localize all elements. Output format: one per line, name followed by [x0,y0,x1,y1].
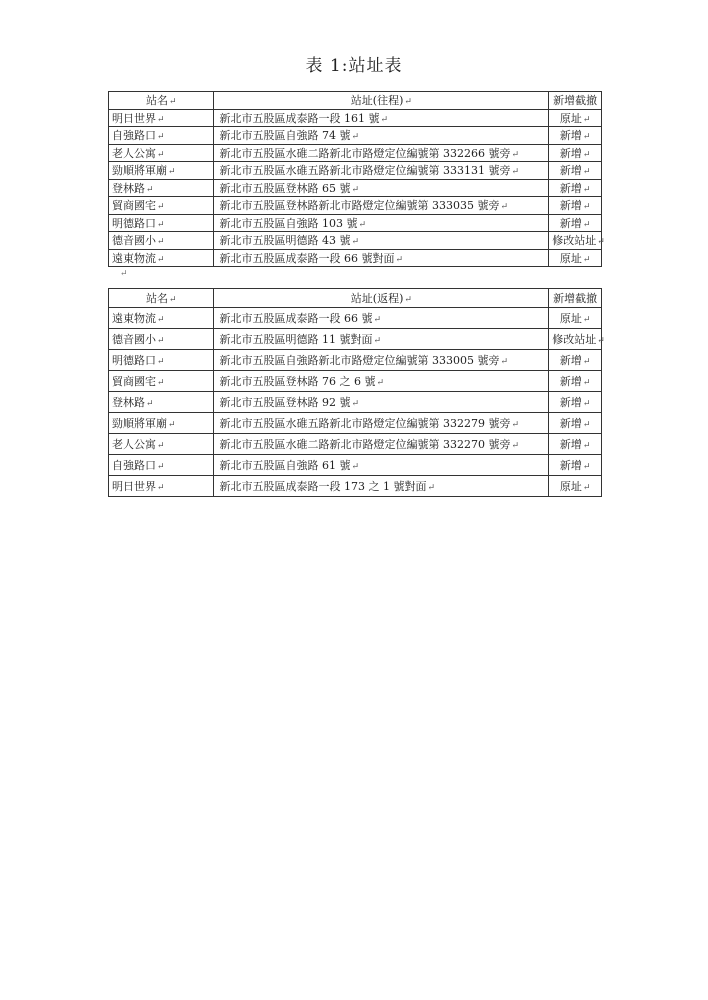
station-address-cell-text: 新北市五股區明德路 43 號 [219,234,351,248]
station-address-cell-text: 新北市五股區登林路 65 號 [219,181,351,195]
station-name-cell [109,109,214,127]
table-row [109,162,602,180]
table-row [109,144,602,162]
station-name-cell [109,413,214,434]
header-status [549,92,602,110]
station-address-cell [214,109,549,127]
paragraph-mark-icon: ↵ [157,114,165,125]
station-name-cell-text: 德音國小 [112,333,156,346]
station-status-cell-text: 新增 [559,354,582,367]
station-status-cell-text: 新增 [559,181,582,195]
station-name-cell [109,434,214,455]
paragraph-mark-icon: ↵ [582,483,591,493]
station-status-cell-text: 新增 [559,417,582,430]
paragraph-mark-icon: ↵ [373,336,382,346]
station-status-cell [549,179,602,197]
station-address-cell-text: 新北市五股區成泰路一段 66 號 [219,312,373,325]
station-status-cell-text: 原址 [559,251,582,265]
station-address-cell [214,371,549,392]
paragraph-mark-icon: ↵ [582,441,591,451]
station-status-cell [549,249,602,267]
page-title: 表 1:站址表 [305,56,403,76]
station-status-cell-text: 新增 [559,146,582,160]
station-address-cell [214,350,549,371]
paragraph-mark-icon: ↵ [168,295,177,305]
station-status-cell-text: 修改站址 [552,333,597,346]
paragraph-mark-icon: ↵ [511,420,520,430]
paragraph-mark-icon: ↵ [582,254,591,265]
table-row [109,392,602,413]
table-row [109,371,602,392]
table-row [109,476,602,497]
station-name-cell-text: 貿商國宅 [112,375,156,388]
paragraph-mark-icon: ↵ [582,315,591,325]
station-address-cell [214,455,549,476]
header-status-label: 新增截撤 [553,94,598,108]
header-address-label: 站址(往程) [350,94,404,108]
station-status-cell [549,413,602,434]
station-address-cell [214,476,549,497]
station-name-cell-text: 勁順將軍廟 [112,164,167,178]
station-name-cell [109,162,214,180]
station-status-cell [549,455,602,476]
station-name-cell [109,329,214,350]
station-address-cell [214,197,549,215]
header-name [109,289,214,308]
station-status-cell-text: 新增 [559,459,582,472]
station-status-cell [549,476,602,497]
station-address-cell [214,392,549,413]
station-address-cell [214,434,549,455]
paragraph-mark-icon: ↵ [427,483,436,493]
paragraph-mark-icon: ↵ [168,420,176,430]
station-status-cell-text: 原址 [559,312,582,325]
station-address-cell [214,162,549,180]
paragraph-mark-icon: ↵ [582,420,591,430]
paragraph-mark-icon: ↵ [351,237,360,248]
station-address-cell [214,308,549,329]
station-address-cell [214,179,549,197]
table-header-row [109,289,602,308]
station-name-cell-text: 明德路口 [112,216,156,230]
paragraph-mark-icon: ↵ [582,114,591,125]
station-name-cell [109,179,214,197]
station-status-cell-text: 修改站址 [552,234,597,248]
station-name-cell [109,249,214,267]
outbound-table-body [109,92,605,267]
station-address-cell-text: 新北市五股區水碓五路新北市路燈定位編號第 332279 號旁 [219,417,511,430]
station-name-cell [109,197,214,215]
station-address-cell [214,329,549,350]
station-address-cell-text: 新北市五股區自強路 61 號 [219,459,351,472]
header-address [214,92,549,110]
station-address-cell [214,127,549,145]
paragraph-mark-icon: ↵ [168,97,177,108]
paragraph-mark-icon: ↵ [146,399,154,409]
station-address-cell [214,232,549,250]
table-header-row [109,92,602,110]
outbound-station-table [108,91,605,267]
paragraph-mark-icon: ↵ [395,254,404,265]
paragraph-mark-icon: ↵ [157,315,165,325]
header-name-label: 站名 [145,94,168,108]
return-table-body [109,289,605,497]
station-status-cell [549,392,602,413]
paragraph-mark-icon: ↵ [373,315,382,325]
station-status-cell [549,197,602,215]
paragraph-mark-icon: ↵ [582,462,591,472]
paragraph-mark-icon: ↵ [404,97,412,108]
station-status-cell [549,308,602,329]
station-name-cell-text: 貿商國宅 [112,199,156,213]
header-status [549,289,602,308]
station-status-cell-text: 新增 [559,375,582,388]
table-row [109,329,602,350]
station-name-cell [109,214,214,232]
paragraph-mark-icon: ↵ [168,167,176,178]
table-row [109,249,602,267]
station-name-cell-text: 德音國小 [112,234,156,248]
station-name-cell-text: 自強路口 [112,129,156,143]
paragraph-mark-icon: ↵ [157,132,165,143]
return-station-table [108,288,605,497]
table-row [109,350,602,371]
paragraph-mark-icon: ↵ [157,357,165,367]
station-address-cell [214,214,549,232]
station-status-cell [549,232,605,250]
header-name [109,92,214,110]
paragraph-mark-icon: ↵ [376,378,385,388]
paragraph-mark-icon: ↵ [157,149,165,160]
paragraph-mark-icon: ↵ [582,357,591,367]
table-row [109,232,602,250]
station-name-cell-text: 勁順將軍廟 [112,417,167,430]
station-name-cell-text: 登林路 [112,181,145,195]
station-status-cell [549,162,602,180]
paragraph-mark-icon: ↵ [511,441,520,451]
station-address-cell-text: 新北市五股區成泰路一段 161 號 [219,111,380,125]
paragraph-mark-icon: ↵ [157,462,165,472]
table-row [109,109,602,127]
paragraph-mark-icon: ↵ [351,184,360,195]
station-status-cell-text: 新增 [559,216,582,230]
paragraph-mark-icon: ↵ [157,441,165,451]
station-status-cell [549,127,602,145]
paragraph-mark-icon: ↵ [351,399,360,409]
paragraph-mark-icon: ↵ [157,202,165,213]
paragraph-mark-icon: ↵ [146,184,154,195]
station-status-cell-text: 原址 [559,480,582,493]
paragraph-mark-icon: ↵ [500,357,509,367]
station-name-cell [109,476,214,497]
station-address-cell [214,144,549,162]
table-row [109,434,602,455]
station-address-cell-text: 新北市五股區成泰路一段 66 號對面 [219,251,395,265]
station-name-cell-text: 登林路 [112,396,145,409]
station-status-cell-text: 新增 [559,199,582,213]
station-address-cell-text: 新北市五股區登林路 76 之 6 號 [219,375,376,388]
station-status-cell [549,434,602,455]
station-name-cell [109,232,214,250]
station-name-cell [109,371,214,392]
table-row [109,214,602,232]
paragraph-mark-icon: ↵ [351,132,360,143]
station-name-cell [109,308,214,329]
paragraph-mark-icon: ↵ [582,167,591,178]
station-address-cell-text: 新北市五股區明德路 11 號對面 [219,333,373,346]
station-address-cell-text: 新北市五股區登林路新北市路燈定位編號第 333035 號旁 [219,199,500,213]
station-name-cell-text: 自強路口 [112,459,156,472]
station-status-cell-text: 新增 [559,396,582,409]
station-address-cell-text: 新北市五股區自強路 103 號 [219,216,358,230]
station-name-cell [109,127,214,145]
paragraph-mark-icon: ↵ [380,114,389,125]
paragraph-mark-icon: ↵ [500,202,509,213]
station-status-cell [549,144,602,162]
table-row [109,413,602,434]
paragraph-mark-icon: ↵ [511,149,520,160]
station-name-cell-text: 明日世界 [112,111,156,125]
station-name-cell [109,392,214,413]
header-name-label: 站名 [145,292,168,305]
station-address-cell-text: 新北市五股區登林路 92 號 [219,396,351,409]
paragraph-mark-icon: ↵ [511,167,520,178]
table-row [109,308,602,329]
station-address-cell-text: 新北市五股區自強路新北市路燈定位編號第 333005 號旁 [219,354,500,367]
paragraph-mark-icon: ↵ [597,237,605,248]
station-status-cell [549,214,602,232]
station-name-cell-text: 老人公寓 [112,438,156,451]
table-row [109,179,602,197]
header-address-label: 站址(返程) [350,292,404,305]
station-status-cell-text: 新增 [559,164,582,178]
station-name-cell-text: 遠東物流 [112,312,156,325]
station-address-cell [214,249,549,267]
station-name-cell [109,455,214,476]
station-name-cell [109,350,214,371]
station-name-cell-text: 明日世界 [112,480,156,493]
paragraph-mark-icon: ↵ [582,202,591,213]
station-status-cell [549,350,602,371]
paragraph-mark-icon: ↵ [582,219,591,230]
station-address-cell [214,413,549,434]
station-address-cell-text: 新北市五股區水碓五路新北市路燈定位編號第 333131 號旁 [219,164,511,178]
paragraph-mark-icon: ↵ [582,184,591,195]
station-address-cell-text: 新北市五股區水碓二路新北市路燈定位編號第 332266 號旁 [219,146,511,160]
paragraph-mark-icon: ↵ [157,219,165,230]
station-name-cell-text: 明德路口 [112,354,156,367]
paragraph-mark-icon: ↵ [582,149,591,160]
table-row [109,197,602,215]
station-address-cell-text: 新北市五股區成泰路一段 173 之 1 號對面 [219,480,427,493]
paragraph-mark-icon: ↵ [358,219,367,230]
paragraph-mark-icon: ↵ [582,399,591,409]
paragraph-mark-icon: ↵ [157,483,165,493]
station-address-cell-text: 新北市五股區自強路 74 號 [219,129,351,143]
paragraph-mark-icon: ↵ [582,132,591,143]
station-address-cell-text: 新北市五股區水碓二路新北市路燈定位編號第 332270 號旁 [219,438,511,451]
paragraph-mark-icon: ↵ [157,237,165,248]
station-status-cell [549,109,602,127]
station-name-cell-text: 老人公寓 [112,146,156,160]
station-status-cell-text: 新增 [559,129,582,143]
paragraph-mark-icon: ↵ [582,378,591,388]
station-status-cell [549,329,605,350]
station-status-cell [549,371,602,392]
header-address [214,289,549,308]
station-name-cell [109,144,214,162]
paragraph-mark-icon: ↵ [157,336,165,346]
station-status-cell-text: 新增 [559,438,582,451]
paragraph-mark-icon: ↵ [120,269,128,279]
station-status-cell-text: 原址 [559,111,582,125]
paragraph-mark-icon: ↵ [351,462,360,472]
station-name-cell-text: 遠東物流 [112,251,156,265]
table-row [109,127,602,145]
paragraph-mark-icon: ↵ [597,336,605,346]
paragraph-mark-icon: ↵ [404,295,412,305]
paragraph-mark-icon: ↵ [157,254,165,265]
paragraph-mark-icon: ↵ [157,378,165,388]
header-status-label: 新增截撤 [553,292,598,305]
table-row [109,455,602,476]
